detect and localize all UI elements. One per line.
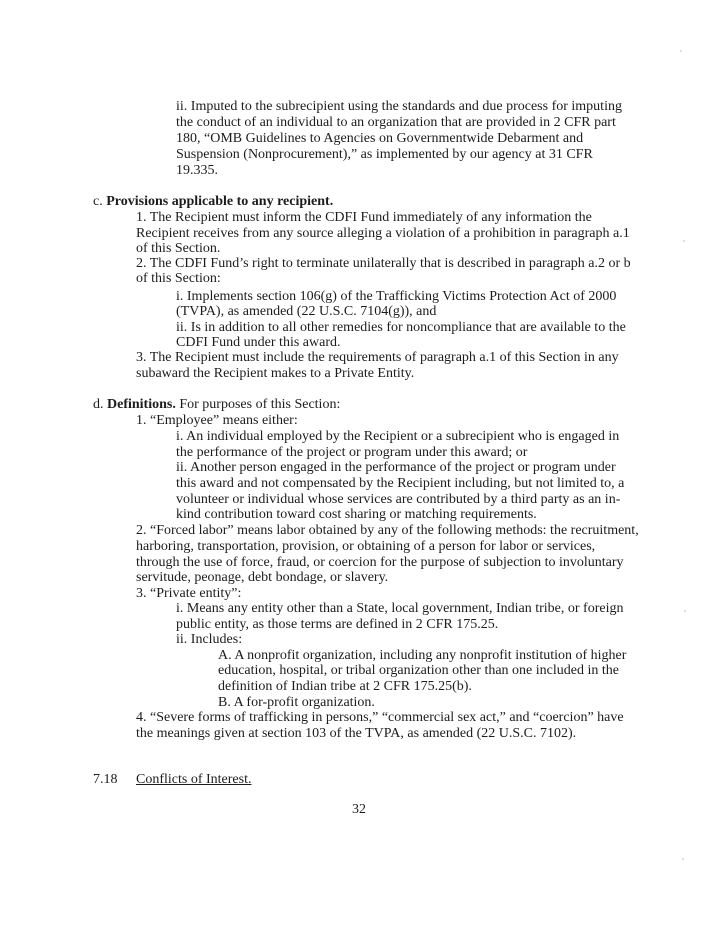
section-d-line: i. An individual employed by the Recipient or a subrecipient who is engaged in — [176, 429, 620, 444]
scan-speck — [680, 50, 682, 52]
section-d-line: 1. “Employee” means either: — [136, 413, 298, 428]
section-d-line: i. Means any entity other than a State, local government, Indian tribe, or foreign — [176, 601, 624, 616]
section-d-line: volunteer or individual whose services are contributed by a third party as an in- — [176, 492, 621, 507]
section-c-label: c. — [93, 194, 103, 209]
section-d-line: definition of Indian tribe at 2 CFR 175.25(b). — [218, 679, 472, 694]
section-d-line: ii. Includes: — [176, 632, 243, 647]
section-c-line: 2. The CDFI Fund’s right to terminate unilaterally that is described in paragraph a.2 or b — [136, 256, 631, 271]
section-c-line: of this Section. — [136, 241, 221, 256]
section-b-line: 19.335. — [176, 163, 218, 178]
section-b-line: ii. Imputed to the subrecipient using the standards and due process for imputing — [176, 99, 622, 114]
section-d-line: the performance of the project or program under this award; or — [176, 445, 528, 460]
section-d-line: B. A for-profit organization. — [218, 695, 375, 710]
section-b-line: Suspension (Nonprocurement),” as implemented by our agency at 31 CFR — [176, 147, 593, 162]
page-number: 32 — [352, 802, 366, 817]
section-d-line: through the use of force, fraud, or coercion for the purpose of subjection to involuntary — [136, 555, 624, 570]
section-d-line: servitude, peonage, debt bondage, or slavery. — [136, 570, 389, 585]
section-7-18-title: Conflicts of Interest. — [136, 772, 252, 787]
section-c-line: ii. Is in addition to all other remedies for noncompliance that are available to the — [176, 320, 626, 335]
section-c-line: subaward the Recipient makes to a Private Entity. — [136, 366, 415, 381]
section-d-line: education, hospital, or tribal organization other than one included in the — [218, 663, 619, 678]
scan-speck — [682, 858, 684, 860]
section-d-line: harboring, transportation, provision, or obtaining of a person for labor or services, — [136, 539, 596, 554]
section-c-line: Recipient receives from any source alleging a violation of a prohibition in paragraph a.1 — [136, 226, 630, 241]
section-c-line: of this Section: — [136, 271, 221, 286]
section-d-line: this award and not compensated by the Recipient including, but not limited to, a — [176, 476, 625, 491]
section-c-title: Provisions applicable to any recipient. — [106, 194, 334, 209]
scan-speck — [683, 240, 685, 242]
section-d-heading — [93, 397, 340, 413]
section-d-intro: For purposes of this Section: — [179, 397, 341, 412]
section-c-line: 1. The Recipient must inform the CDFI Fund immediately of any information the — [136, 210, 592, 225]
section-d-line: ii. Another person engaged in the performance of the project or program under — [176, 460, 616, 475]
section-d-line: 3. “Private entity”: — [136, 586, 242, 601]
section-d-label: d. — [93, 397, 104, 412]
section-c-line: 3. The Recipient must include the requirements of paragraph a.1 of this Section in any — [136, 350, 619, 365]
section-d-line: 4. “Severe forms of trafficking in persons,” “commercial sex act,” and “coercion” have — [136, 710, 624, 725]
section-c-heading — [93, 194, 333, 210]
section-d-line: kind contribution toward cost sharing or matching requirements. — [176, 507, 537, 522]
section-d-line: the meanings given at section 103 of the TVPA, as amended (22 U.S.C. 7102). — [136, 726, 577, 741]
section-d-title: Definitions. — [107, 397, 176, 412]
section-d-line: public entity, as those terms are defined in 2 CFR 175.25. — [176, 617, 499, 632]
scan-speck — [684, 610, 686, 612]
section-7-18-number: 7.18 — [93, 772, 118, 787]
section-c-line: (TVPA), as amended (22 U.S.C. 7104(g)), and — [176, 304, 437, 319]
section-b-line: the conduct of an individual to an organization that are provided in 2 CFR part — [176, 115, 616, 130]
section-d-line: 2. “Forced labor” means labor obtained by any of the following methods: the recruitment, — [136, 523, 639, 538]
section-c-line: CDFI Fund under this award. — [176, 335, 341, 350]
section-c-line: i. Implements section 106(g) of the Trafficking Victims Protection Act of 2000 — [176, 289, 617, 304]
section-b-line: 180, “OMB Guidelines to Agencies on Governmentwide Debarment and — [176, 131, 584, 146]
section-d-line: A. A nonprofit organization, including any nonprofit institution of higher — [218, 648, 627, 663]
